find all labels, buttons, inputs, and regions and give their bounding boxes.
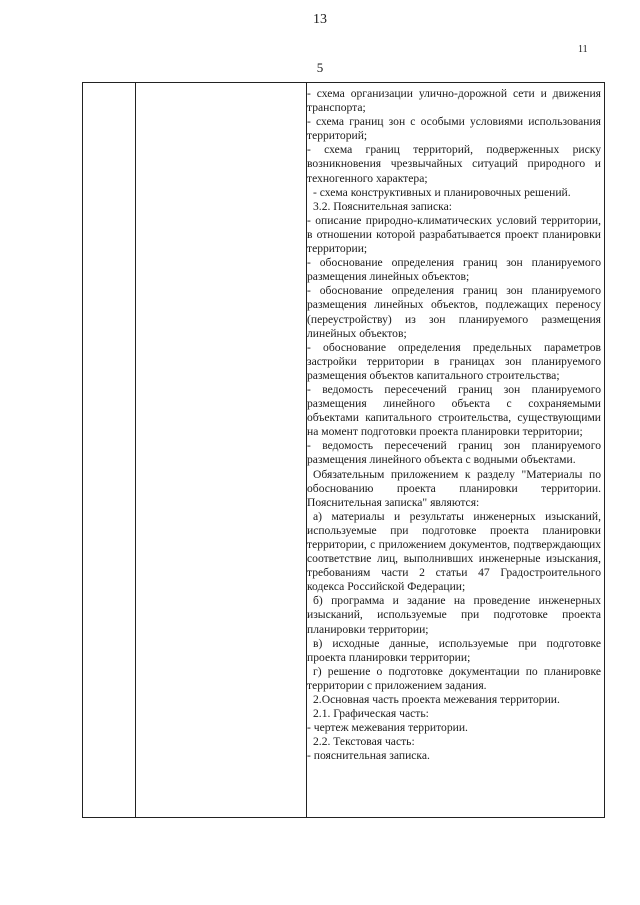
document-table	[82, 82, 605, 818]
paragraph: - ведомость пересечений границ зон планируемого размещения линейного объекта с сохраняемыми объектами капитального строительства, существующими на момент подготовки проекта планировки территории;	[307, 382, 601, 439]
paragraph: 2.1. Графическая часть:	[313, 707, 429, 721]
paragraph: - схема конструктивных и планировочных решений.	[313, 185, 571, 199]
paragraph: - обоснование определения предельных параметров застройки территории в границах зон планируемого размещения объектов капитального строительства;	[307, 340, 601, 382]
paragraph: - описание природно-климатических условий территории, в отношении которой разрабатывается проект планировки территории;	[307, 213, 601, 256]
paragraph: - схема организации улично-дорожной сети и движения транспорта;	[307, 87, 601, 115]
table-cell-content	[307, 87, 601, 764]
paragraph: - ведомость пересечений границ зон планируемого размещения линейного объекта с водными объектами.	[307, 439, 601, 467]
paragraph: - обоснование определения границ зон планируемого размещения линейных объектов;	[307, 256, 601, 284]
column-divider-1	[135, 83, 136, 817]
top-page-number: 13	[313, 12, 327, 27]
paragraph: б) программа и задание на проведение инженерных изысканий, используемые при подготовке проекта планировки территории;	[307, 594, 601, 636]
paragraph: 2.Основная часть проекта межевания территории.	[313, 693, 560, 707]
right-page-number: 11	[578, 44, 588, 55]
paragraph: Обязательным приложением к разделу "Материалы по обоснованию проекта планировки территории. Пояснительная записка" являются:	[307, 467, 601, 509]
paragraph: а) материалы и результаты инженерных изысканий, используемые при подготовке проекта планировки территории, с приложением документов, подтверждающих соответствие лиц, выполнивших инженерные изыскания, требованиям части 2 статьи 47 Градостроительного кодекса Российской Федерации;	[307, 509, 601, 594]
paragraph: - схема границ зон с особыми условиями использования территорий;	[307, 115, 601, 143]
paragraph: - обоснование определения границ зон планируемого размещения линейных объектов, подлежащих переносу (переустройству) из зон планируемого размещения линейных объектов;	[307, 284, 601, 340]
paragraph: - пояснительная записка.	[307, 749, 430, 763]
center-page-number: 5	[316, 60, 324, 75]
paragraph: г) решение о подготовке документации по планировке территории с приложением задания.	[307, 664, 601, 692]
paragraph: 2.2. Текстовая часть:	[313, 735, 415, 749]
paragraph: 3.2. Пояснительная записка:	[313, 199, 452, 213]
paragraph: в) исходные данные, используемые при подготовке проекта планировки территории;	[307, 636, 601, 664]
paragraph: - чертеж межевания территории.	[307, 721, 468, 735]
paragraph: - схема границ территорий, подверженных риску возникновения чрезвычайных ситуаций природного и техногенного характера;	[307, 143, 601, 185]
